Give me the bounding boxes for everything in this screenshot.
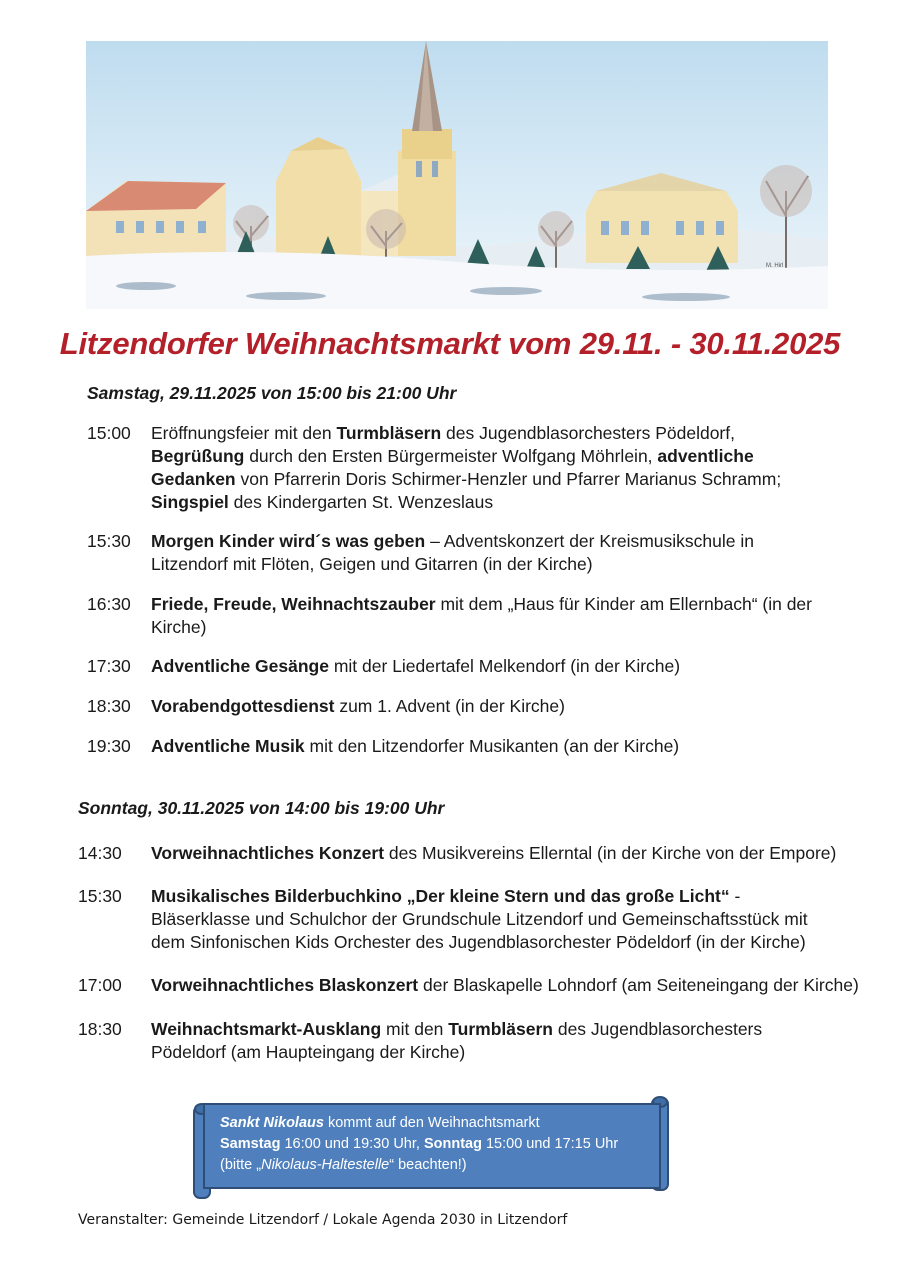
header-illustration — [86, 41, 828, 309]
schedule-entry-sat-1730 — [87, 655, 832, 678]
entry-time: 14:30 — [78, 843, 122, 863]
entry-text: Vorabendgottesdienst zum 1. Advent (in der Kirche) — [151, 696, 565, 716]
nikolaus-banner — [192, 1094, 670, 1202]
saturday-heading: Samstag, 29.11.2025 von 15:00 bis 21:00 Uhr — [87, 383, 457, 403]
entry-text: Eröffnungsfeier mit den Turmbläsern des Jugendblasorchesters Pödeldorf, Begrüßung durch den Ersten Bürgermeister Wolfgang Möhrlein, adventliche Gedanken von Pfarrerin Doris Schirmer-Henzler und Pfarrer Marianus Schramm; Singspiel des Kindergarten St. Wenzeslaus — [151, 423, 782, 512]
schedule-entry-sat-1630 — [87, 593, 832, 639]
entry-text: Friede, Freude, Weihnachtszauber mit dem „Haus für Kinder am Ellernbach“ (in der Kirche) — [151, 594, 812, 637]
banner-text — [220, 1113, 660, 1176]
schedule-entry-sat-1500 — [87, 422, 832, 514]
entry-text: Vorweihnachtliches Konzert des Musikvereins Ellerntal (in der Kirche von der Empore) — [151, 843, 837, 863]
entry-time: 17:30 — [87, 656, 131, 676]
entry-text: Weihnachtsmarkt-Ausklang mit den Turmbläsern des Jugendblasorchesters Pödeldorf (am Haupteingang der Kirche) — [151, 1019, 763, 1062]
entry-time: 15:30 — [87, 531, 131, 551]
entry-text: Adventliche Musik mit den Litzendorfer Musikanten (an der Kirche) — [151, 736, 680, 756]
schedule-entry-sun-1700 — [78, 974, 858, 997]
entry-time: 19:30 — [87, 736, 131, 756]
schedule-entry-sat-1530 — [87, 530, 832, 576]
entry-time: 16:30 — [87, 594, 131, 614]
winter-village-painting — [86, 41, 828, 309]
entry-time: 17:00 — [78, 975, 122, 995]
entry-time: 18:30 — [87, 696, 131, 716]
entry-text: Morgen Kinder wird´s was geben – Adventskonzert der Kreismusikschule in Litzendorf mit Flöten, Geigen und Gitarren (in der Kirche) — [151, 531, 754, 574]
entry-text: Vorweihnachtliches Blaskonzert der Blaskapelle Lohndorf (am Seiteneingang der Kirche) — [151, 975, 859, 995]
schedule-entry-sat-1930 — [87, 735, 832, 758]
sunday-heading: Sonntag, 30.11.2025 von 14:00 bis 19:00 Uhr — [78, 798, 445, 818]
entry-text: Adventliche Gesänge mit der Liedertafel Melkendorf (in der Kirche) — [151, 656, 681, 676]
artist-signature: M. Hirl — [766, 263, 784, 269]
entry-time: 15:30 — [78, 886, 122, 906]
schedule-entry-sun-1530 — [78, 885, 838, 954]
schedule-entry-sun-1830 — [78, 1018, 838, 1064]
schedule-entry-sun-1430 — [78, 842, 838, 865]
page-title: Litzendorfer Weihnachtsmarkt vom 29.11. - 30.11.2025 — [59, 326, 841, 361]
entry-time: 18:30 — [78, 1019, 122, 1039]
entry-text: Musikalisches Bilderbuchkino „Der kleine Stern und das große Licht“ - Bläserklasse und Schulchor der Grundschule Litzendorf und Gemeinschaftsstück mit dem Sinfonischen Kids Orchester des Jugendblasorchester Pödeldorf (in der Kirche) — [151, 886, 808, 952]
banner-line-2: Samstag 16:00 und 19:30 Uhr, Sonntag 15:00 und 17:15 Uhr — [220, 1136, 619, 1152]
schedule-entry-sat-1830 — [87, 695, 832, 718]
banner-line-1: Sankt Nikolaus kommt auf den Weihnachtsmarkt — [220, 1115, 540, 1131]
organizer-footer: Veranstalter: Gemeinde Litzendorf / Lokale Agenda 2030 in Litzendorf — [78, 1212, 568, 1228]
banner-line-3: (bitte „Nikolaus-Haltestelle“ beachten!) — [220, 1157, 467, 1173]
entry-time: 15:00 — [87, 423, 131, 443]
